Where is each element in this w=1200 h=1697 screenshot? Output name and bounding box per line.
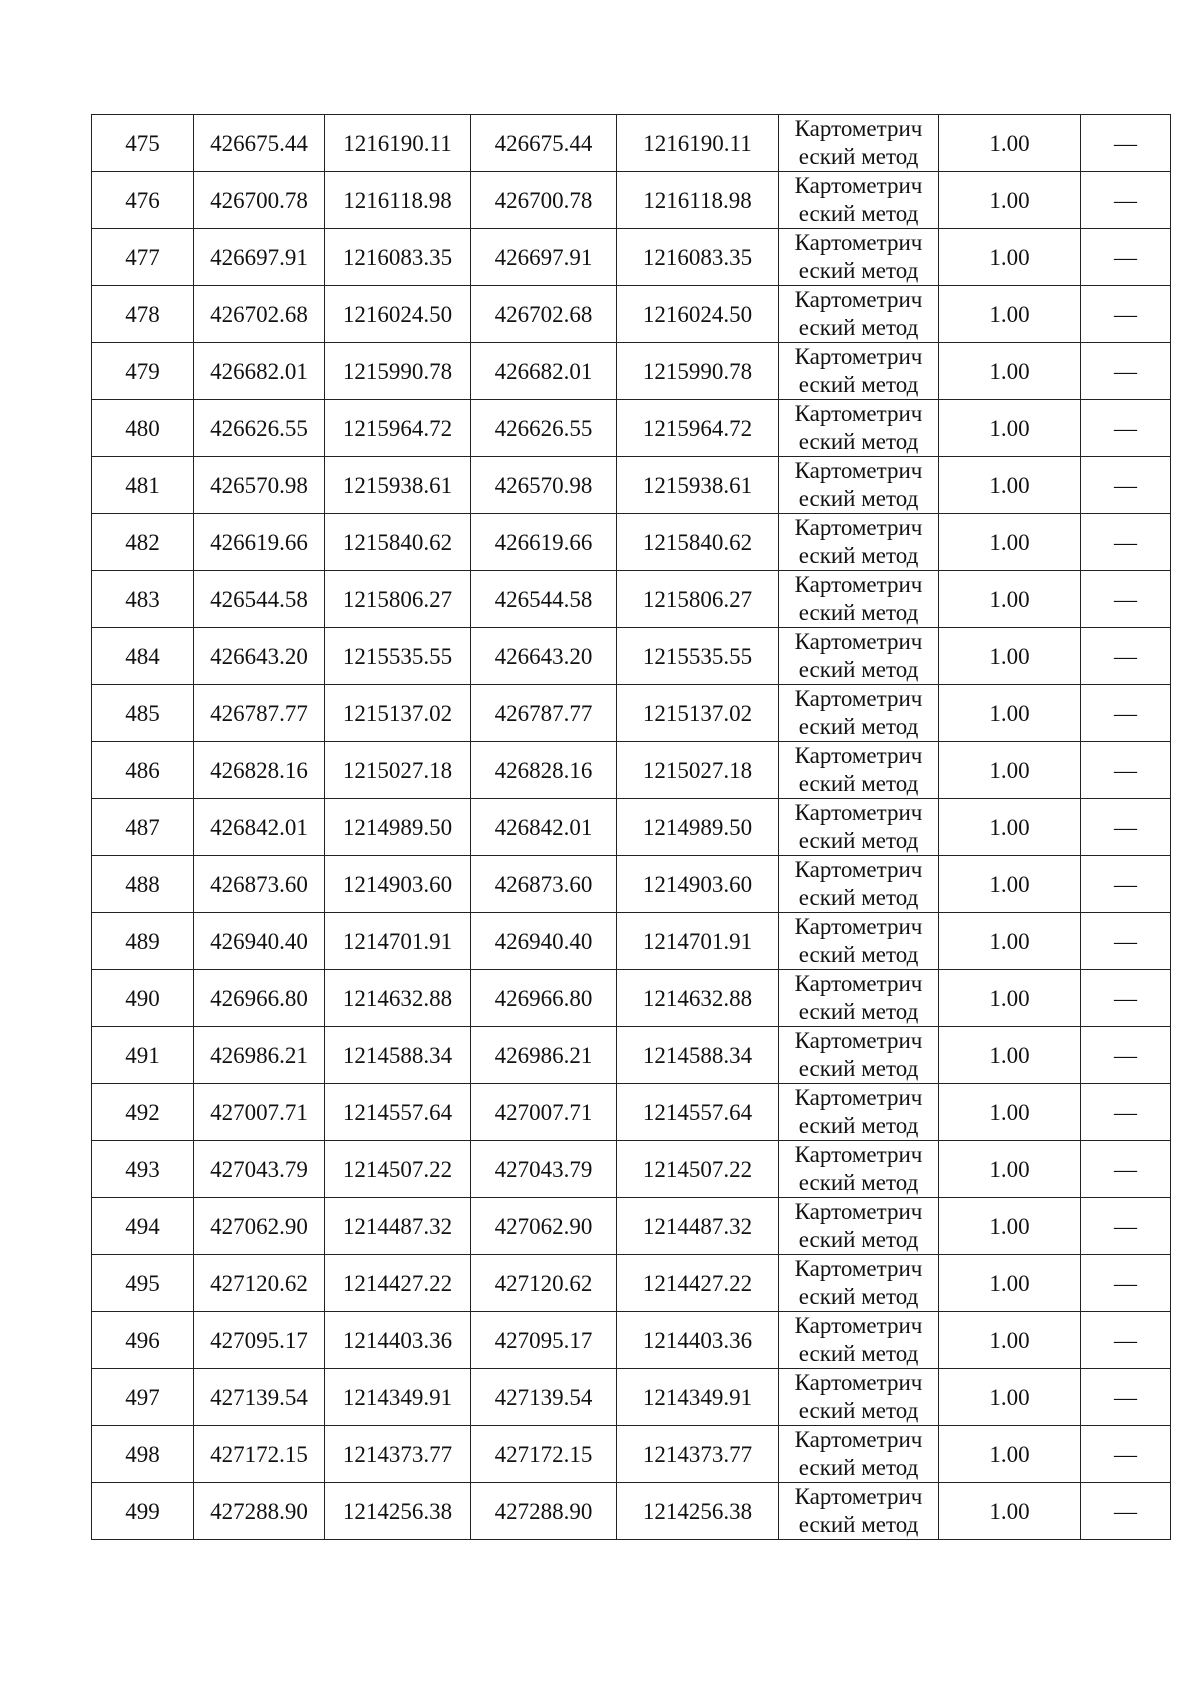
table-row	[92, 1255, 1171, 1312]
note-cell: —	[1081, 571, 1171, 628]
point-number-cell: 492	[92, 1084, 194, 1141]
existing-x-cell: 426675.44	[194, 115, 325, 172]
existing-y-cell: 1216190.11	[325, 115, 471, 172]
method-line-1: Картометрич	[794, 743, 923, 768]
point-number-cell: 481	[92, 457, 194, 514]
note-cell: —	[1081, 1198, 1171, 1255]
method-line-1: Картометрич	[794, 914, 923, 939]
method-cell	[779, 400, 939, 457]
existing-x-cell: 426873.60	[194, 856, 325, 913]
existing-x-cell: 427139.54	[194, 1369, 325, 1426]
table-row	[92, 343, 1171, 400]
new-x-cell: 426986.21	[471, 1027, 617, 1084]
point-number-cell: 483	[92, 571, 194, 628]
method-cell	[779, 742, 939, 799]
new-y-cell: 1216083.35	[617, 229, 779, 286]
existing-x-cell: 426682.01	[194, 343, 325, 400]
method-line-1: Картометрич	[794, 1142, 923, 1167]
existing-y-cell: 1214507.22	[325, 1141, 471, 1198]
method-line-1: Картометрич	[794, 1313, 923, 1338]
method-cell	[779, 457, 939, 514]
existing-y-cell: 1214989.50	[325, 799, 471, 856]
note-cell: —	[1081, 1483, 1171, 1540]
existing-y-cell: 1215964.72	[325, 400, 471, 457]
existing-x-cell: 426697.91	[194, 229, 325, 286]
existing-y-cell: 1214349.91	[325, 1369, 471, 1426]
existing-y-cell: 1214903.60	[325, 856, 471, 913]
method-cell	[779, 571, 939, 628]
existing-x-cell: 426626.55	[194, 400, 325, 457]
note-cell: —	[1081, 1255, 1171, 1312]
new-x-cell: 426842.01	[471, 799, 617, 856]
new-x-cell: 427288.90	[471, 1483, 617, 1540]
precision-cell: 1.00	[939, 742, 1081, 799]
existing-y-cell: 1216024.50	[325, 286, 471, 343]
method-line-1: Картометрич	[794, 344, 923, 369]
note-cell: —	[1081, 742, 1171, 799]
table-row	[92, 742, 1171, 799]
method-line-1: Картометрич	[794, 857, 923, 882]
existing-x-cell: 427120.62	[194, 1255, 325, 1312]
method-cell	[779, 628, 939, 685]
method-line-1: Картометрич	[794, 173, 923, 198]
precision-cell: 1.00	[939, 1369, 1081, 1426]
method-line-2: еский метод	[798, 1170, 919, 1195]
new-y-cell: 1214507.22	[617, 1141, 779, 1198]
new-x-cell: 426702.68	[471, 286, 617, 343]
precision-cell: 1.00	[939, 628, 1081, 685]
precision-cell: 1.00	[939, 856, 1081, 913]
new-x-cell: 426675.44	[471, 115, 617, 172]
note-cell: —	[1081, 970, 1171, 1027]
table-row	[92, 685, 1171, 742]
precision-cell: 1.00	[939, 1483, 1081, 1540]
note-cell: —	[1081, 1141, 1171, 1198]
new-y-cell: 1214487.32	[617, 1198, 779, 1255]
new-x-cell: 426873.60	[471, 856, 617, 913]
method-cell	[779, 913, 939, 970]
new-y-cell: 1215964.72	[617, 400, 779, 457]
precision-cell: 1.00	[939, 1198, 1081, 1255]
new-y-cell: 1214989.50	[617, 799, 779, 856]
new-x-cell: 427139.54	[471, 1369, 617, 1426]
method-line-2: еский метод	[798, 372, 919, 397]
new-x-cell: 426787.77	[471, 685, 617, 742]
new-y-cell: 1214701.91	[617, 913, 779, 970]
table-row	[92, 1312, 1171, 1369]
new-y-cell: 1214349.91	[617, 1369, 779, 1426]
method-line-2: еский метод	[798, 1512, 919, 1537]
method-line-1: Картометрич	[794, 1256, 923, 1281]
precision-cell: 1.00	[939, 286, 1081, 343]
table-row	[92, 913, 1171, 970]
new-x-cell: 426626.55	[471, 400, 617, 457]
method-line-1: Картометрич	[794, 287, 923, 312]
precision-cell: 1.00	[939, 1426, 1081, 1483]
note-cell: —	[1081, 514, 1171, 571]
precision-cell: 1.00	[939, 172, 1081, 229]
method-line-2: еский метод	[798, 999, 919, 1024]
table-row	[92, 514, 1171, 571]
new-x-cell: 427120.62	[471, 1255, 617, 1312]
method-line-1: Картометрич	[794, 401, 923, 426]
method-cell	[779, 685, 939, 742]
existing-x-cell: 426702.68	[194, 286, 325, 343]
precision-cell: 1.00	[939, 229, 1081, 286]
point-number-cell: 490	[92, 970, 194, 1027]
table-row	[92, 400, 1171, 457]
existing-x-cell: 426544.58	[194, 571, 325, 628]
table-row	[92, 1141, 1171, 1198]
method-line-1: Картометрич	[794, 1085, 923, 1110]
method-line-1: Картометрич	[794, 1484, 923, 1509]
method-line-2: еский метод	[798, 828, 919, 853]
point-number-cell: 488	[92, 856, 194, 913]
point-number-cell: 482	[92, 514, 194, 571]
method-line-1: Картометрич	[794, 971, 923, 996]
existing-x-cell: 427007.71	[194, 1084, 325, 1141]
table-row	[92, 571, 1171, 628]
table-row	[92, 229, 1171, 286]
existing-x-cell: 426787.77	[194, 685, 325, 742]
table-row	[92, 1369, 1171, 1426]
method-cell	[779, 799, 939, 856]
table-row	[92, 286, 1171, 343]
precision-cell: 1.00	[939, 571, 1081, 628]
note-cell: —	[1081, 286, 1171, 343]
new-y-cell: 1215938.61	[617, 457, 779, 514]
method-line-2: еский метод	[798, 1056, 919, 1081]
point-number-cell: 476	[92, 172, 194, 229]
method-line-1: Картометрич	[794, 629, 923, 654]
existing-x-cell: 426643.20	[194, 628, 325, 685]
point-number-cell: 494	[92, 1198, 194, 1255]
method-cell	[779, 1369, 939, 1426]
method-line-1: Картометрич	[794, 800, 923, 825]
existing-y-cell: 1216083.35	[325, 229, 471, 286]
new-x-cell: 427062.90	[471, 1198, 617, 1255]
method-cell	[779, 1426, 939, 1483]
new-x-cell: 426643.20	[471, 628, 617, 685]
new-y-cell: 1214373.77	[617, 1426, 779, 1483]
method-line-1: Картометрич	[794, 686, 923, 711]
method-line-2: еский метод	[798, 543, 919, 568]
precision-cell: 1.00	[939, 799, 1081, 856]
point-number-cell: 479	[92, 343, 194, 400]
existing-x-cell: 426619.66	[194, 514, 325, 571]
existing-y-cell: 1215990.78	[325, 343, 471, 400]
table-row	[92, 970, 1171, 1027]
existing-y-cell: 1214487.32	[325, 1198, 471, 1255]
point-number-cell: 493	[92, 1141, 194, 1198]
new-y-cell: 1215535.55	[617, 628, 779, 685]
table-row	[92, 799, 1171, 856]
table-row	[92, 1198, 1171, 1255]
new-y-cell: 1215027.18	[617, 742, 779, 799]
method-line-2: еский метод	[798, 1398, 919, 1423]
method-line-1: Картометрич	[794, 1370, 923, 1395]
new-y-cell: 1214588.34	[617, 1027, 779, 1084]
point-number-cell: 475	[92, 115, 194, 172]
table-row	[92, 457, 1171, 514]
method-line-2: еский метод	[798, 486, 919, 511]
table-row	[92, 172, 1171, 229]
existing-y-cell: 1214557.64	[325, 1084, 471, 1141]
method-line-1: Картометрич	[794, 572, 923, 597]
method-line-2: еский метод	[798, 600, 919, 625]
new-x-cell: 427095.17	[471, 1312, 617, 1369]
new-y-cell: 1214903.60	[617, 856, 779, 913]
point-number-cell: 489	[92, 913, 194, 970]
new-y-cell: 1214256.38	[617, 1483, 779, 1540]
method-cell	[779, 172, 939, 229]
existing-y-cell: 1215938.61	[325, 457, 471, 514]
point-number-cell: 484	[92, 628, 194, 685]
point-number-cell: 496	[92, 1312, 194, 1369]
method-line-2: еский метод	[798, 942, 919, 967]
table-row	[92, 628, 1171, 685]
precision-cell: 1.00	[939, 343, 1081, 400]
method-line-2: еский метод	[798, 315, 919, 340]
note-cell: —	[1081, 229, 1171, 286]
existing-y-cell: 1216118.98	[325, 172, 471, 229]
method-line-2: еский метод	[798, 771, 919, 796]
method-line-2: еский метод	[798, 1113, 919, 1138]
note-cell: —	[1081, 115, 1171, 172]
note-cell: —	[1081, 1369, 1171, 1426]
method-line-2: еский метод	[798, 144, 919, 169]
method-line-2: еский метод	[798, 885, 919, 910]
existing-x-cell: 426700.78	[194, 172, 325, 229]
new-x-cell: 426570.98	[471, 457, 617, 514]
existing-y-cell: 1214403.36	[325, 1312, 471, 1369]
method-line-1: Картометрич	[794, 1427, 923, 1452]
new-x-cell: 427172.15	[471, 1426, 617, 1483]
method-cell	[779, 229, 939, 286]
existing-x-cell: 426842.01	[194, 799, 325, 856]
new-y-cell: 1216024.50	[617, 286, 779, 343]
new-y-cell: 1216118.98	[617, 172, 779, 229]
precision-cell: 1.00	[939, 685, 1081, 742]
precision-cell: 1.00	[939, 970, 1081, 1027]
new-x-cell: 426828.16	[471, 742, 617, 799]
table-row	[92, 1483, 1171, 1540]
note-cell: —	[1081, 913, 1171, 970]
existing-y-cell: 1214427.22	[325, 1255, 471, 1312]
existing-y-cell: 1214632.88	[325, 970, 471, 1027]
new-x-cell: 426619.66	[471, 514, 617, 571]
table-row	[92, 1084, 1171, 1141]
point-number-cell: 487	[92, 799, 194, 856]
point-number-cell: 495	[92, 1255, 194, 1312]
point-number-cell: 485	[92, 685, 194, 742]
method-cell	[779, 1141, 939, 1198]
table-row	[92, 115, 1171, 172]
new-x-cell: 427043.79	[471, 1141, 617, 1198]
existing-x-cell: 426986.21	[194, 1027, 325, 1084]
new-x-cell: 426544.58	[471, 571, 617, 628]
method-cell	[779, 856, 939, 913]
existing-x-cell: 426828.16	[194, 742, 325, 799]
point-number-cell: 480	[92, 400, 194, 457]
note-cell: —	[1081, 799, 1171, 856]
precision-cell: 1.00	[939, 1027, 1081, 1084]
existing-y-cell: 1214701.91	[325, 913, 471, 970]
table-body	[92, 115, 1171, 1540]
existing-x-cell: 427288.90	[194, 1483, 325, 1540]
new-x-cell: 426700.78	[471, 172, 617, 229]
precision-cell: 1.00	[939, 1312, 1081, 1369]
method-cell	[779, 286, 939, 343]
method-line-2: еский метод	[798, 1341, 919, 1366]
point-number-cell: 498	[92, 1426, 194, 1483]
point-number-cell: 478	[92, 286, 194, 343]
precision-cell: 1.00	[939, 514, 1081, 571]
note-cell: —	[1081, 856, 1171, 913]
existing-y-cell: 1215137.02	[325, 685, 471, 742]
method-cell	[779, 1198, 939, 1255]
note-cell: —	[1081, 628, 1171, 685]
existing-x-cell: 427062.90	[194, 1198, 325, 1255]
new-x-cell: 426940.40	[471, 913, 617, 970]
table-row	[92, 1426, 1171, 1483]
existing-x-cell: 427043.79	[194, 1141, 325, 1198]
new-y-cell: 1215806.27	[617, 571, 779, 628]
new-y-cell: 1215990.78	[617, 343, 779, 400]
note-cell: —	[1081, 685, 1171, 742]
existing-y-cell: 1214588.34	[325, 1027, 471, 1084]
method-line-2: еский метод	[798, 1227, 919, 1252]
method-line-2: еский метод	[798, 714, 919, 739]
precision-cell: 1.00	[939, 913, 1081, 970]
new-x-cell: 426682.01	[471, 343, 617, 400]
new-x-cell: 426697.91	[471, 229, 617, 286]
existing-x-cell: 426940.40	[194, 913, 325, 970]
table-row	[92, 1027, 1171, 1084]
method-cell	[779, 514, 939, 571]
method-line-1: Картометрич	[794, 1199, 923, 1224]
existing-y-cell: 1215535.55	[325, 628, 471, 685]
point-number-cell: 497	[92, 1369, 194, 1426]
new-y-cell: 1214403.36	[617, 1312, 779, 1369]
precision-cell: 1.00	[939, 115, 1081, 172]
existing-y-cell: 1215806.27	[325, 571, 471, 628]
method-line-1: Картометрич	[794, 116, 923, 141]
method-cell	[779, 115, 939, 172]
point-number-cell: 499	[92, 1483, 194, 1540]
precision-cell: 1.00	[939, 1255, 1081, 1312]
new-y-cell: 1214632.88	[617, 970, 779, 1027]
note-cell: —	[1081, 343, 1171, 400]
method-line-2: еский метод	[798, 1455, 919, 1480]
precision-cell: 1.00	[939, 1084, 1081, 1141]
method-cell	[779, 1084, 939, 1141]
precision-cell: 1.00	[939, 457, 1081, 514]
method-cell	[779, 970, 939, 1027]
point-number-cell: 486	[92, 742, 194, 799]
method-line-1: Картометрич	[794, 515, 923, 540]
existing-y-cell: 1215027.18	[325, 742, 471, 799]
method-line-1: Картометрич	[794, 458, 923, 483]
note-cell: —	[1081, 457, 1171, 514]
new-y-cell: 1214557.64	[617, 1084, 779, 1141]
coordinates-table	[91, 114, 1171, 1540]
method-cell	[779, 1312, 939, 1369]
precision-cell: 1.00	[939, 400, 1081, 457]
method-line-1: Картометрич	[794, 230, 923, 255]
existing-x-cell: 427095.17	[194, 1312, 325, 1369]
point-number-cell: 477	[92, 229, 194, 286]
new-x-cell: 426966.80	[471, 970, 617, 1027]
precision-cell: 1.00	[939, 1141, 1081, 1198]
note-cell: —	[1081, 1027, 1171, 1084]
note-cell: —	[1081, 1312, 1171, 1369]
note-cell: —	[1081, 1084, 1171, 1141]
method-cell	[779, 343, 939, 400]
method-line-2: еский метод	[798, 429, 919, 454]
method-line-2: еский метод	[798, 657, 919, 682]
method-cell	[779, 1483, 939, 1540]
existing-x-cell: 426570.98	[194, 457, 325, 514]
new-y-cell: 1216190.11	[617, 115, 779, 172]
new-x-cell: 427007.71	[471, 1084, 617, 1141]
existing-x-cell: 427172.15	[194, 1426, 325, 1483]
method-line-2: еский метод	[798, 1284, 919, 1309]
note-cell: —	[1081, 400, 1171, 457]
existing-y-cell: 1215840.62	[325, 514, 471, 571]
method-line-2: еский метод	[798, 201, 919, 226]
method-line-1: Картометрич	[794, 1028, 923, 1053]
existing-y-cell: 1214373.77	[325, 1426, 471, 1483]
existing-x-cell: 426966.80	[194, 970, 325, 1027]
method-line-2: еский метод	[798, 258, 919, 283]
new-y-cell: 1215840.62	[617, 514, 779, 571]
method-cell	[779, 1027, 939, 1084]
note-cell: —	[1081, 172, 1171, 229]
method-cell	[779, 1255, 939, 1312]
table-row	[92, 856, 1171, 913]
existing-y-cell: 1214256.38	[325, 1483, 471, 1540]
new-y-cell: 1214427.22	[617, 1255, 779, 1312]
new-y-cell: 1215137.02	[617, 685, 779, 742]
note-cell: —	[1081, 1426, 1171, 1483]
point-number-cell: 491	[92, 1027, 194, 1084]
